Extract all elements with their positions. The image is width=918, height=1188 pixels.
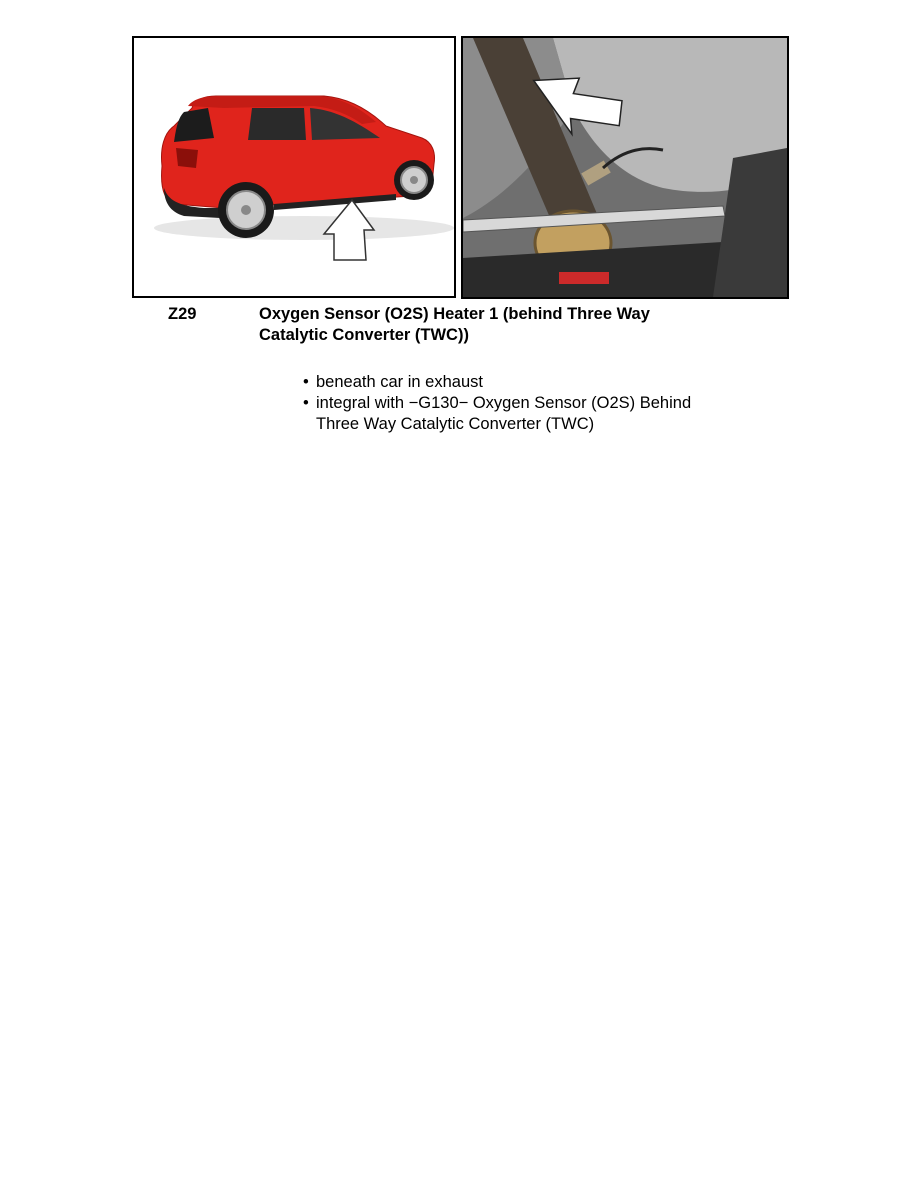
car-illustration — [134, 38, 454, 296]
location-arrow — [324, 200, 374, 260]
tail-light — [176, 148, 198, 168]
red-component — [559, 272, 609, 284]
side-window-rear — [248, 108, 306, 140]
bullet-text-line-1: integral with −G130− Oxygen Sensor (O2S) Behind — [316, 394, 692, 412]
rear-window — [174, 108, 214, 142]
exhaust-detail-image — [461, 36, 789, 299]
list-item — [303, 393, 763, 435]
bullet-icon: • — [303, 394, 309, 412]
bullet-text: beneath car in exhaust — [316, 373, 483, 391]
bullet-text-line-2: Three Way Catalytic Converter (TWC) — [316, 415, 595, 433]
list-item — [303, 372, 763, 393]
component-code: Z29 — [168, 305, 197, 323]
component-title — [259, 304, 729, 346]
component-title-line-1: Oxygen Sensor (O2S) Heater 1 (behind Three Way — [259, 305, 650, 323]
component-title-line-2: Catalytic Converter (TWC)) — [259, 326, 469, 344]
exhaust-illustration — [463, 38, 787, 297]
car-shadow — [154, 216, 454, 240]
bullet-icon: • — [303, 373, 309, 391]
car-location-image — [132, 36, 456, 298]
front-hub — [410, 176, 418, 184]
rear-hub — [241, 205, 251, 215]
location-notes — [303, 372, 763, 435]
